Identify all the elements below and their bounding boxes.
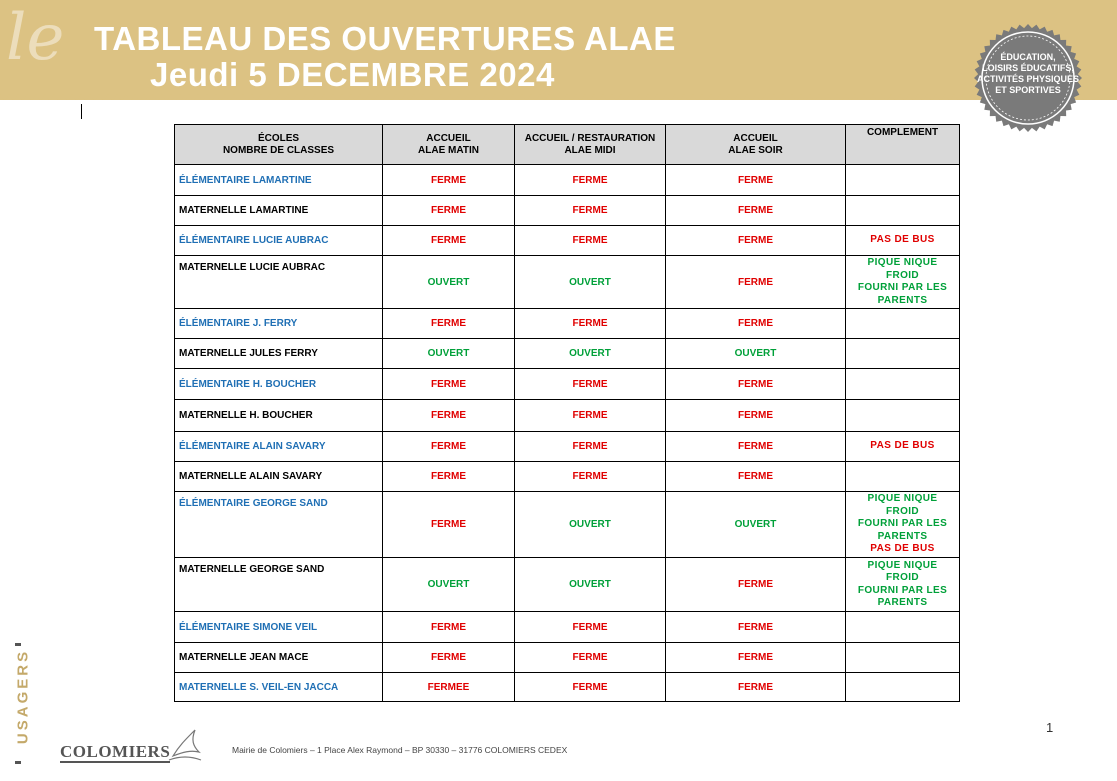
school-name: MATERNELLE JEAN MACE [175, 643, 383, 673]
complement-cell [846, 400, 960, 432]
status-soir: FERME [666, 643, 846, 673]
complement-note: FOURNI PAR LES [857, 584, 948, 596]
status-matin: FERME [383, 612, 515, 643]
logo-watermark: le [6, 1, 65, 75]
status-soir: FERME [666, 196, 846, 226]
table-row [175, 369, 960, 400]
school-name: MATERNELLE LAMARTINE [175, 196, 383, 226]
complement-note: PIQUE NIQUE FROID [867, 257, 938, 281]
status-soir: FERME [666, 226, 846, 256]
seal-line: ET SPORTIVES [995, 85, 1061, 95]
status-soir: FERME [666, 369, 846, 400]
table-row [175, 400, 960, 432]
status-midi: FERME [515, 400, 666, 432]
school-name: ÉLÉMENTAIRE LUCIE AUBRAC [175, 226, 383, 256]
complement-cell [846, 369, 960, 400]
seal-line: ÉDUCATION, [1000, 52, 1056, 62]
complement-cell [846, 558, 960, 612]
sidebar-label: USAGERS [14, 648, 32, 745]
school-name: ÉLÉMENTAIRE GEORGE SAND [175, 492, 383, 558]
table-row [175, 462, 960, 492]
header-complement: COMPLEMENT [846, 125, 960, 165]
complement-note: PAS DE BUS [870, 543, 935, 555]
table-row [175, 673, 960, 702]
status-midi: FERME [515, 226, 666, 256]
brand-underline [60, 761, 170, 763]
complement-cell [846, 432, 960, 462]
status-matin: FERME [383, 462, 515, 492]
school-name: ÉLÉMENTAIRE ALAIN SAVARY [175, 432, 383, 462]
school-name: ÉLÉMENTAIRE LAMARTINE [175, 165, 383, 196]
complement-note: PAS DE BUS [870, 234, 935, 246]
school-name: ÉLÉMENTAIRE H. BOUCHER [175, 369, 383, 400]
status-matin: OUVERT [383, 256, 515, 309]
status-matin: FERMEE [383, 673, 515, 702]
status-matin: FERME [383, 432, 515, 462]
complement-note: PIQUE NIQUE FROID [867, 559, 938, 583]
footer-address: Mairie de Colomiers – 1 Place Alex Raymond – BP 30330 – 31776 COLOMIERS CEDEX [232, 745, 568, 755]
status-matin: FERME [383, 226, 515, 256]
status-matin: OUVERT [383, 339, 515, 369]
status-midi: FERME [515, 612, 666, 643]
status-midi: FERME [515, 462, 666, 492]
complement-cell [846, 643, 960, 673]
banner-scalloped-edge [0, 94, 1117, 106]
table-row [175, 226, 960, 256]
complement-note: PIQUE NIQUE FROID [867, 493, 938, 517]
status-matin: FERME [383, 400, 515, 432]
header-midday: ACCUEIL / RESTAURATION ALAE MIDI [515, 125, 666, 165]
table-row [175, 165, 960, 196]
status-midi: OUVERT [515, 256, 666, 309]
table-row [175, 492, 960, 558]
complement-note: PARENTS [877, 530, 928, 542]
page-date: Jeudi 5 DECEMBRE 2024 [150, 56, 555, 93]
status-soir: FERME [666, 462, 846, 492]
complement-cell [846, 492, 960, 558]
school-name: ÉLÉMENTAIRE J. FERRY [175, 309, 383, 339]
status-matin: FERME [383, 309, 515, 339]
complement-cell [846, 673, 960, 702]
page-title: TABLEAU DES OUVERTURES ALAE [94, 20, 676, 57]
table-row [175, 309, 960, 339]
status-soir: OUVERT [666, 339, 846, 369]
status-soir: FERME [666, 400, 846, 432]
complement-cell [846, 165, 960, 196]
complement-note: FOURNI PAR LES [857, 518, 948, 530]
complement-note: PARENTS [877, 294, 928, 306]
school-name: MATERNELLE ALAIN SAVARY [175, 462, 383, 492]
seal-line: LOISIRS ÉDUCATIFS, [982, 63, 1074, 73]
status-midi: FERME [515, 309, 666, 339]
status-soir: OUVERT [666, 492, 846, 558]
status-matin: FERME [383, 643, 515, 673]
status-soir: FERME [666, 309, 846, 339]
status-midi: OUVERT [515, 558, 666, 612]
status-soir: FERME [666, 558, 846, 612]
openings-table [174, 124, 960, 702]
complement-cell [846, 256, 960, 309]
school-name: MATERNELLE JULES FERRY [175, 339, 383, 369]
table-row [175, 643, 960, 673]
table-row [175, 432, 960, 462]
table-row [175, 612, 960, 643]
header-schools: ÉCOLES NOMBRE DE CLASSES [175, 125, 383, 165]
table-header-row [175, 125, 960, 165]
status-midi: FERME [515, 432, 666, 462]
complement-note: FOURNI PAR LES [857, 282, 948, 293]
status-soir: FERME [666, 165, 846, 196]
table-row [175, 339, 960, 369]
sidebar-bar-bottom [15, 761, 21, 764]
status-matin: FERME [383, 369, 515, 400]
table-row [175, 558, 960, 612]
table-row [175, 196, 960, 226]
status-midi: FERME [515, 165, 666, 196]
header-evening: ACCUEIL ALAE SOIR [666, 125, 846, 165]
school-name: MATERNELLE S. VEIL-EN JACCA [175, 673, 383, 702]
brand-logo: COLOMIERS [60, 742, 171, 761]
complement-cell [846, 462, 960, 492]
school-name: MATERNELLE LUCIE AUBRAC [175, 256, 383, 309]
status-soir: FERME [666, 673, 846, 702]
status-matin: OUVERT [383, 558, 515, 612]
complement-cell [846, 196, 960, 226]
school-name: ÉLÉMENTAIRE SIMONE VEIL [175, 612, 383, 643]
status-soir: FERME [666, 256, 846, 309]
status-midi: FERME [515, 196, 666, 226]
status-soir: FERME [666, 432, 846, 462]
complement-cell [846, 226, 960, 256]
header-morning: ACCUEIL ALAE MATIN [383, 125, 515, 165]
status-midi: OUVERT [515, 339, 666, 369]
status-midi: FERME [515, 673, 666, 702]
complement-cell [846, 339, 960, 369]
status-midi: FERME [515, 643, 666, 673]
status-midi: OUVERT [515, 492, 666, 558]
complement-note: PARENTS [877, 597, 928, 608]
status-matin: FERME [383, 196, 515, 226]
status-matin: FERME [383, 492, 515, 558]
status-matin: FERME [383, 165, 515, 196]
school-name: MATERNELLE GEORGE SAND [175, 558, 383, 612]
school-name: MATERNELLE H. BOUCHER [175, 400, 383, 432]
table-row [175, 256, 960, 309]
status-soir: FERME [666, 612, 846, 643]
complement-cell [846, 612, 960, 643]
text-cursor [81, 104, 82, 119]
seal-line: ACTIVITÉS PHYSIQUES [976, 74, 1080, 84]
dove-logo-icon [165, 724, 205, 764]
complement-note: PAS DE BUS [870, 440, 935, 452]
status-midi: FERME [515, 369, 666, 400]
page-number: 1 [1046, 720, 1054, 735]
seal-text [974, 52, 1082, 96]
complement-cell [846, 309, 960, 339]
